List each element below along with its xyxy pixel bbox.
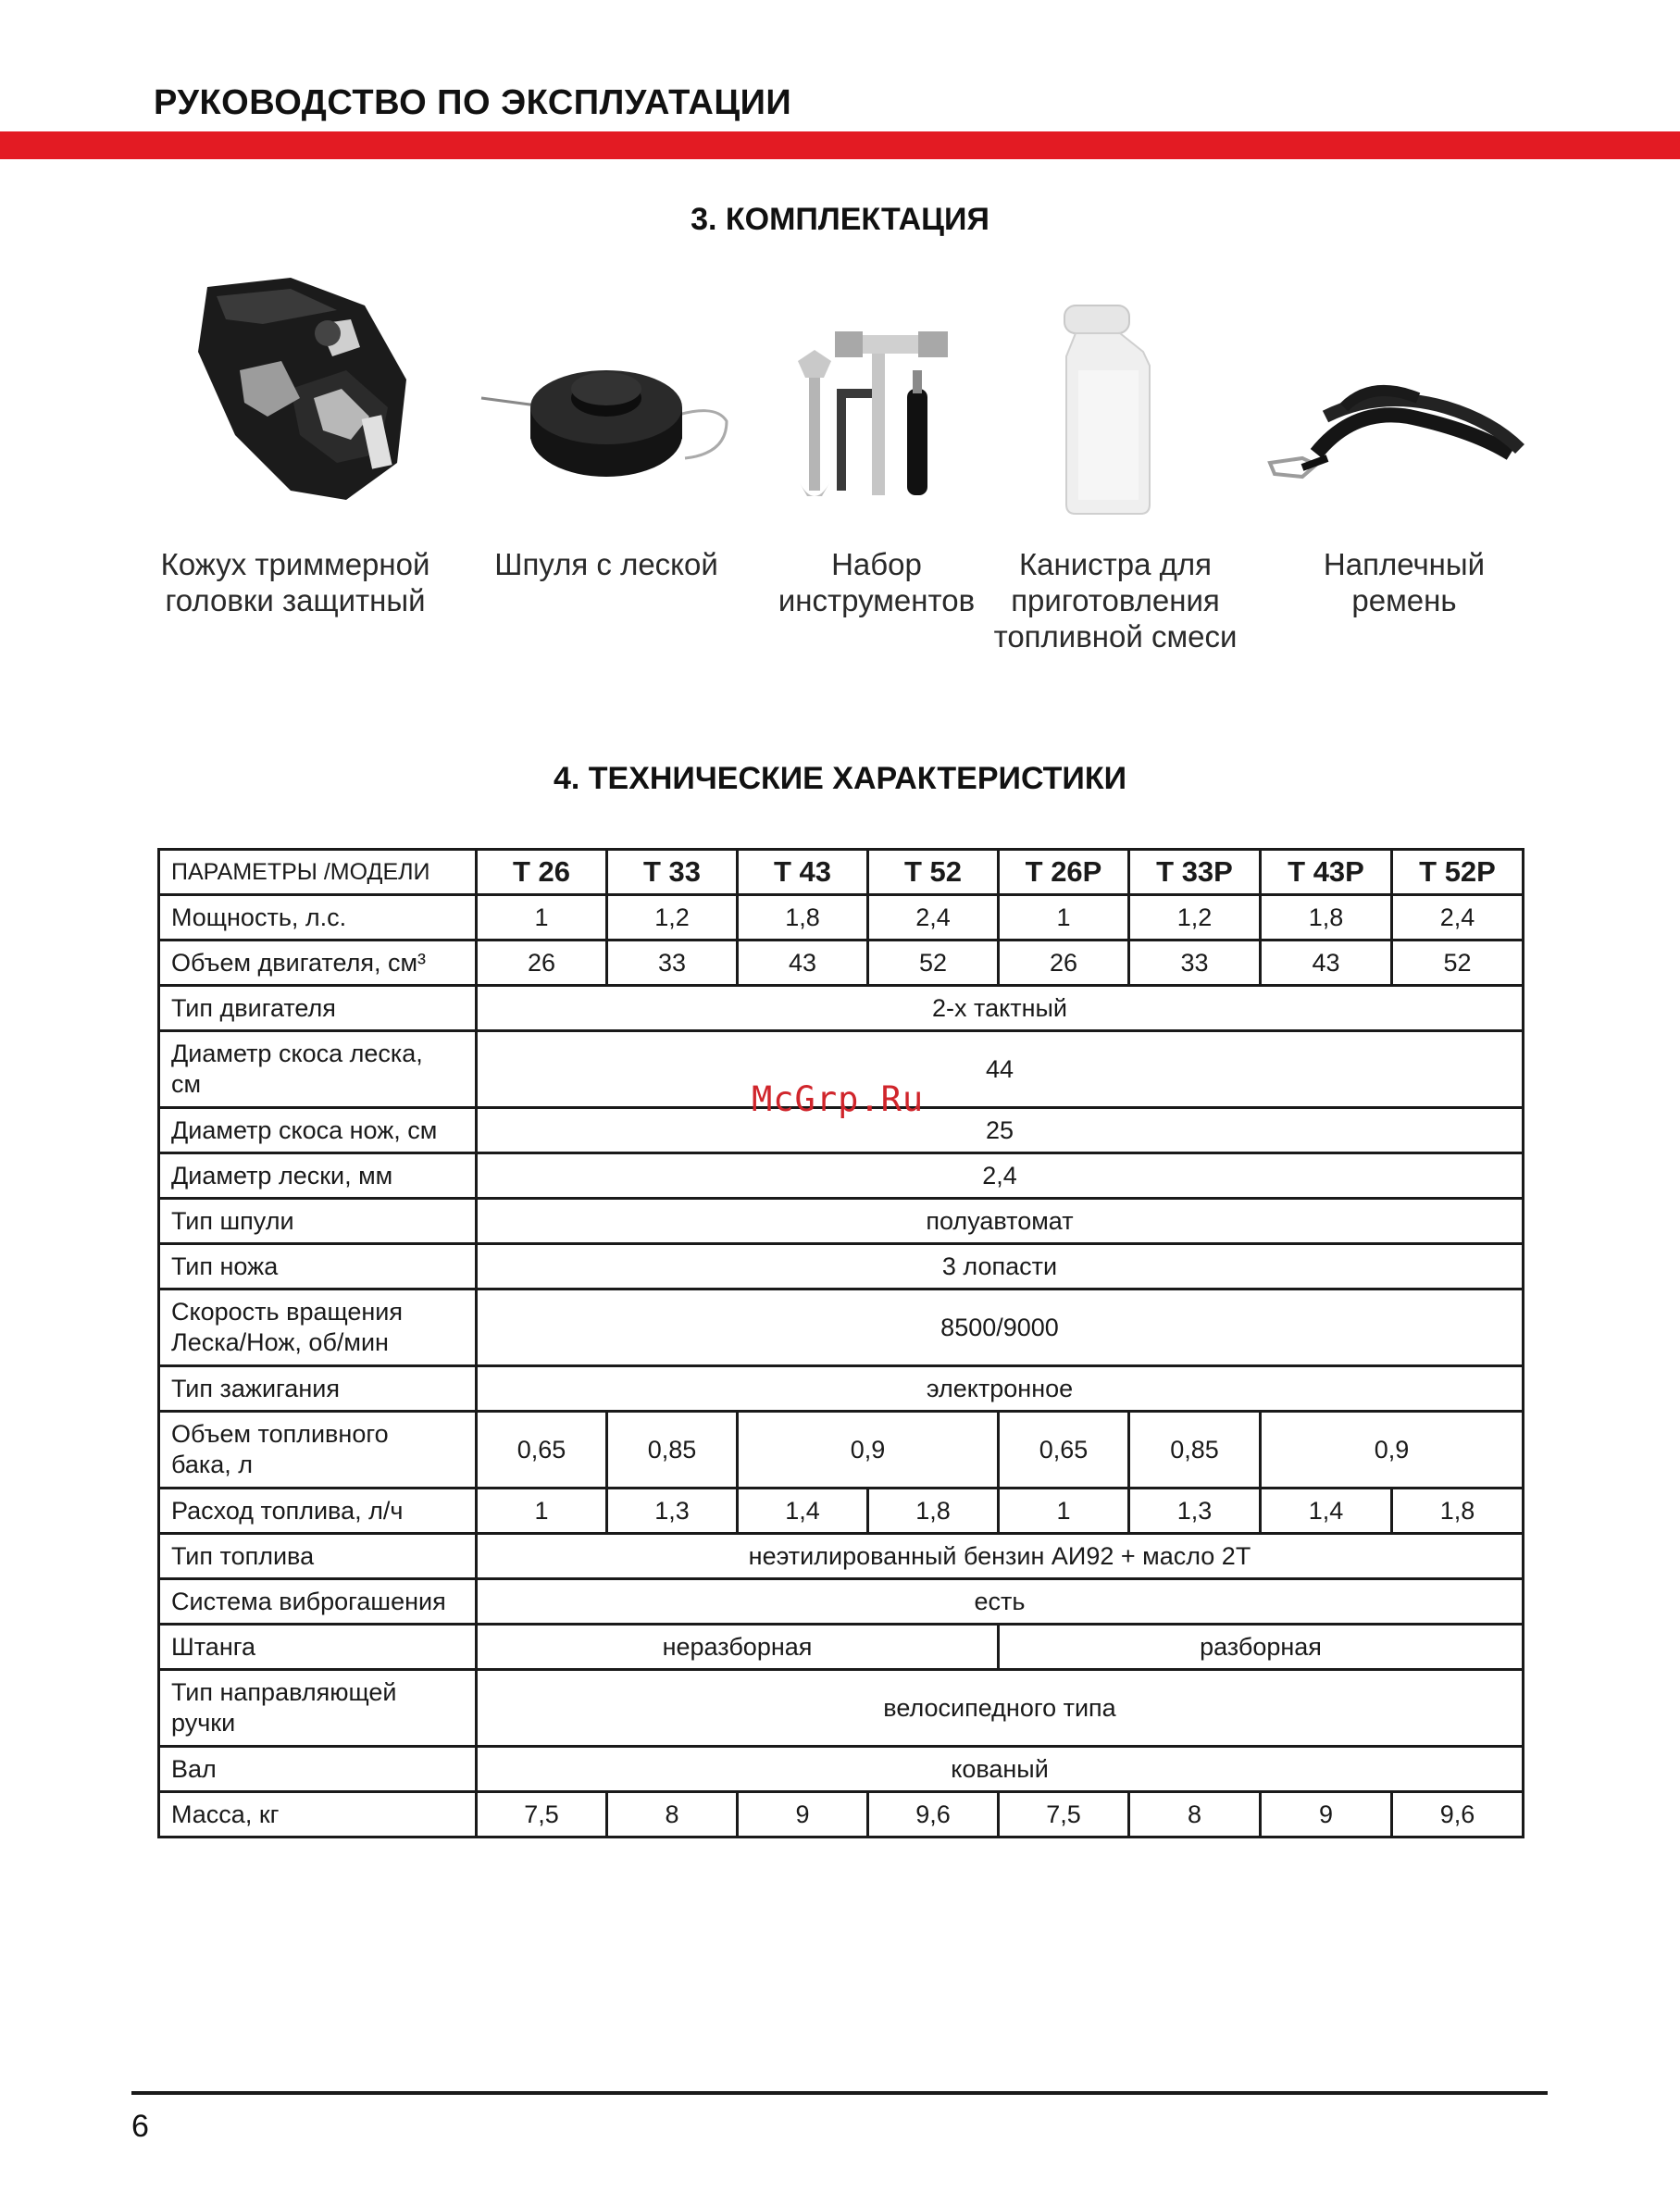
table-cell: 8 xyxy=(607,1792,738,1838)
row-label: Тип топлива xyxy=(159,1534,477,1579)
row-label: Расход топлива, л/ч xyxy=(159,1489,477,1534)
kit-label-tools: Набор инструментов xyxy=(778,547,976,617)
kit-section-heading: 3. КОМПЛЕКТАЦИЯ xyxy=(691,202,989,237)
kit-label-strap: Наплечный ремень xyxy=(1323,547,1486,617)
table-cell: 3 лопасти xyxy=(477,1244,1524,1289)
table-cell: 8 xyxy=(1129,1792,1261,1838)
table-cell: 26 xyxy=(477,941,607,986)
table-cell: полуавтомат xyxy=(477,1199,1524,1244)
row-label: Система виброгашения xyxy=(159,1579,477,1625)
row-label: Вал xyxy=(159,1747,477,1792)
table-header-row xyxy=(159,850,1524,895)
table-row-vibration xyxy=(159,1579,1524,1625)
table-cell: разборная xyxy=(999,1625,1524,1670)
table-cell: 0,9 xyxy=(738,1412,999,1489)
model-header: T 33P xyxy=(1129,850,1261,895)
table-cell: 33 xyxy=(1129,941,1261,986)
table-cell: 1 xyxy=(477,1489,607,1534)
kit-item-guard xyxy=(152,268,439,618)
kit-item-spool xyxy=(463,268,750,582)
table-cell: 52 xyxy=(868,941,999,986)
table-cell: 1 xyxy=(477,895,607,941)
page-number: 6 xyxy=(131,2109,149,2144)
row-label: Тип зажигания xyxy=(159,1366,477,1412)
table-cell: 0,85 xyxy=(607,1412,738,1489)
table-cell: 44 xyxy=(477,1031,1524,1108)
table-cell: 1,8 xyxy=(1261,895,1392,941)
table-cell: 25 xyxy=(477,1108,1524,1153)
model-header: T 52 xyxy=(868,850,999,895)
table-cell: 52 xyxy=(1392,941,1524,986)
row-label: Тип шпули xyxy=(159,1199,477,1244)
table-cell: 1,8 xyxy=(868,1489,999,1534)
kit-label-guard: Кожух триммерной головки защитный xyxy=(160,547,430,617)
table-cell: 2,4 xyxy=(868,895,999,941)
table-cell: 1,3 xyxy=(1129,1489,1261,1534)
table-row-drive-shaft xyxy=(159,1747,1524,1792)
table-cell: неразборная xyxy=(477,1625,999,1670)
table-row-spool-type xyxy=(159,1199,1524,1244)
table-cell: 1,8 xyxy=(1392,1489,1524,1534)
row-label: Мощность, л.с. xyxy=(159,895,477,941)
table-cell: 26 xyxy=(999,941,1129,986)
kit-label-canister: Канистра для приготовления топливной смеси xyxy=(993,547,1238,654)
row-label: Объем двигателя, см³ xyxy=(159,941,477,986)
table-cell: 9,6 xyxy=(868,1792,999,1838)
table-cell: 8500/9000 xyxy=(477,1289,1524,1366)
row-label: Тип ножа xyxy=(159,1244,477,1289)
row-label: Тип двигателя xyxy=(159,986,477,1031)
table-row-consumption xyxy=(159,1489,1524,1534)
row-label: Объем топливного бака, л xyxy=(159,1412,477,1489)
table-cell: 2-х тактный xyxy=(477,986,1524,1031)
kit-item-canister xyxy=(972,268,1259,654)
model-header: T 52P xyxy=(1392,850,1524,895)
table-row-line-diameter xyxy=(159,1153,1524,1199)
spec-section-heading: 4. ТЕХНИЧЕСКИЕ ХАРАКТЕРИСТИКИ xyxy=(553,761,1127,796)
table-row-handle xyxy=(159,1670,1524,1747)
row-label: Скорость вращения Леска/Нож, об/мин xyxy=(159,1289,477,1366)
table-cell: 43 xyxy=(1261,941,1392,986)
table-cell: 1,4 xyxy=(1261,1489,1392,1534)
table-cell: 7,5 xyxy=(477,1792,607,1838)
table-row-rotation-speed xyxy=(159,1289,1524,1366)
model-header: T 33 xyxy=(607,850,738,895)
table-row-engine-type xyxy=(159,986,1524,1031)
table-cell: 33 xyxy=(607,941,738,986)
table-cell: 9 xyxy=(1261,1792,1392,1838)
model-header: T 26 xyxy=(477,850,607,895)
table-row-fuel-type xyxy=(159,1534,1524,1579)
table-cell: 1,3 xyxy=(607,1489,738,1534)
table-cell: неэтилированный бензин АИ92 + масло 2Т xyxy=(477,1534,1524,1579)
table-cell: кованый xyxy=(477,1747,1524,1792)
header-band xyxy=(0,131,1680,159)
table-cell: 1,4 xyxy=(738,1489,868,1534)
model-header: T 26P xyxy=(999,850,1129,895)
table-row-ignition xyxy=(159,1366,1524,1412)
table-cell: 1,8 xyxy=(738,895,868,941)
row-label: Диаметр лески, мм xyxy=(159,1153,477,1199)
table-cell: 9,6 xyxy=(1392,1792,1524,1838)
spec-table xyxy=(157,848,1524,1838)
table-cell: 7,5 xyxy=(999,1792,1129,1838)
table-cell: 1,2 xyxy=(1129,895,1261,941)
table-cell: 1 xyxy=(999,895,1129,941)
table-cell: 0,65 xyxy=(477,1412,607,1489)
kit-label-spool: Шпуля с леской xyxy=(494,547,718,581)
table-cell: 9 xyxy=(738,1792,868,1838)
model-header: T 43 xyxy=(738,850,868,895)
row-label: Штанга xyxy=(159,1625,477,1670)
table-row-blade-type xyxy=(159,1244,1524,1289)
table-cell: электронное xyxy=(477,1366,1524,1412)
shoulder-strap-icon xyxy=(1261,268,1548,537)
table-cell: 2,4 xyxy=(1392,895,1524,941)
kit-item-strap xyxy=(1261,268,1548,618)
footer-rule xyxy=(131,2091,1548,2095)
table-cell: велосипедного типа xyxy=(477,1670,1524,1747)
row-label: Диаметр скоса леска, см xyxy=(159,1031,477,1108)
trimmer-guard-icon xyxy=(152,268,439,537)
table-row-power xyxy=(159,895,1524,941)
row-label: Масса, кг xyxy=(159,1792,477,1838)
header-parameters-cell: ПАРАМЕТРЫ /МОДЕЛИ xyxy=(159,850,477,895)
table-cell: есть xyxy=(477,1579,1524,1625)
row-label: Диаметр скоса нож, см xyxy=(159,1108,477,1153)
table-cell: 0,9 xyxy=(1261,1412,1524,1489)
document-title: РУКОВОДСТВО ПО ЭКСПЛУАТАЦИИ xyxy=(154,83,792,122)
table-cell: 0,65 xyxy=(999,1412,1129,1489)
table-cell: 0,85 xyxy=(1129,1412,1261,1489)
watermark: McGrp.Ru xyxy=(752,1079,925,1119)
table-row-displacement xyxy=(159,941,1524,986)
row-label: Тип направляющей ручки xyxy=(159,1670,477,1747)
table-row-shaft xyxy=(159,1625,1524,1670)
table-cell: 1 xyxy=(999,1489,1129,1534)
fuel-canister-icon xyxy=(972,268,1259,537)
table-row-tank xyxy=(159,1412,1524,1489)
table-cell: 43 xyxy=(738,941,868,986)
table-cell: 1,2 xyxy=(607,895,738,941)
model-header: T 43P xyxy=(1261,850,1392,895)
trimmer-spool-icon xyxy=(463,268,750,537)
table-row-mass xyxy=(159,1792,1524,1838)
table-cell: 2,4 xyxy=(477,1153,1524,1199)
